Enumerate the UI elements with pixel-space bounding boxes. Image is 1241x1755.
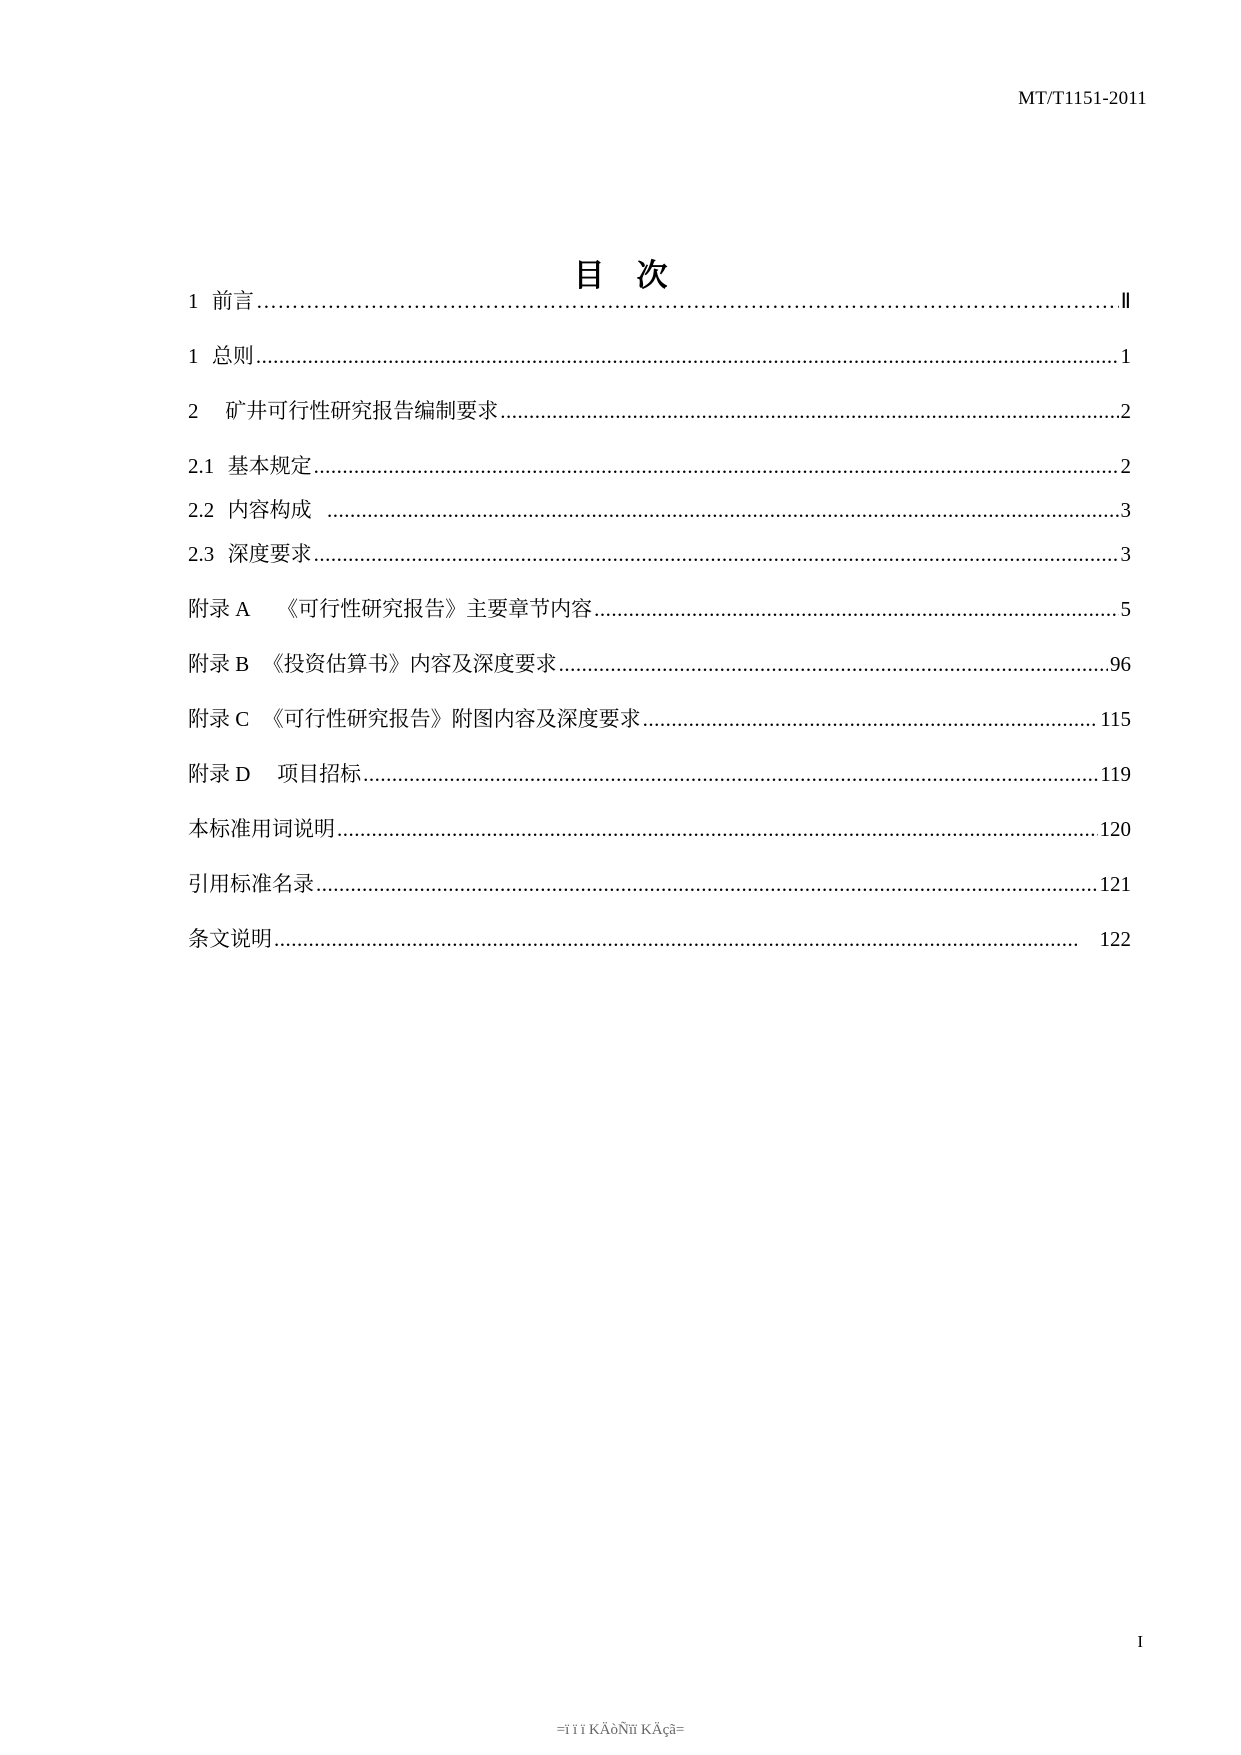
toc-leader	[314, 451, 1119, 481]
toc-entry-title: 引用标准名录	[188, 872, 314, 896]
toc-entry-number: 附录 B	[188, 652, 250, 676]
toc-entry-page: 3	[1120, 498, 1131, 522]
toc-leader	[594, 594, 1118, 624]
toc-entry-title: 矿井可行性研究报告编制要求	[225, 399, 499, 423]
toc-entry-general[interactable]	[188, 341, 1131, 371]
toc-entry-page: 122	[1099, 927, 1131, 951]
toc-leader	[274, 924, 1077, 954]
toc-entry-depth-requirements[interactable]	[188, 539, 1131, 569]
toc-entry-content-structure[interactable]	[188, 495, 1131, 525]
toc-entry-page: 1	[1120, 344, 1131, 368]
toc-leader	[363, 759, 1098, 789]
toc-entry-wording[interactable]	[188, 814, 1131, 844]
toc-entry-preface[interactable]	[188, 286, 1131, 316]
toc-entry-title: 项目招标	[277, 762, 362, 786]
toc-entry-title: 内容构成	[227, 498, 312, 522]
toc-leader	[337, 814, 1098, 844]
toc-leader	[559, 649, 1108, 679]
toc-entry-page: 3	[1120, 542, 1131, 566]
toc-entry-number: 附录 D	[188, 762, 251, 786]
toc-entry-basic-rules[interactable]	[188, 451, 1131, 481]
table-of-contents	[188, 0, 1131, 1100]
toc-entry-title: 深度要求	[227, 542, 312, 566]
toc-entry-title: 《可行性研究报告》主要章节内容	[277, 597, 593, 621]
toc-entry-page: Ⅱ	[1120, 289, 1131, 313]
toc-entry-appendix-d[interactable]	[188, 759, 1131, 789]
toc-entry-title: 《可行性研究报告》附图内容及深度要求	[262, 707, 641, 731]
toc-entry-page: 115	[1100, 707, 1131, 731]
toc-leader	[314, 539, 1119, 569]
toc-entry-title: 基本规定	[227, 454, 312, 478]
toc-leader	[256, 286, 1119, 316]
toc-entry-page: 2	[1120, 454, 1131, 478]
footer-mark: =ï ï ï KÄòÑïï KÄçã=	[556, 1722, 685, 1738]
toc-entry-appendix-a[interactable]	[188, 594, 1131, 624]
toc-leader	[327, 495, 1119, 525]
page-title: 目次	[573, 258, 700, 294]
toc-leader	[316, 869, 1098, 899]
toc-entry-page: 120	[1099, 817, 1131, 841]
toc-entry-page: 96	[1110, 652, 1131, 676]
toc-entry-page: 121	[1099, 872, 1131, 896]
toc-entry-number: 附录 A	[188, 597, 251, 621]
toc-entry-appendix-b[interactable]	[188, 649, 1131, 679]
toc-entry-page: 2	[1120, 399, 1131, 423]
toc-leader	[500, 396, 1118, 426]
toc-entry-title: 条文说明	[188, 927, 272, 951]
toc-leader	[643, 704, 1099, 734]
toc-entry-title: 前言	[211, 289, 254, 313]
toc-entry-explanation[interactable]	[188, 924, 1131, 954]
toc-entry-page: 119	[1100, 762, 1131, 786]
toc-entry-title: 《投资估算书》内容及深度要求	[262, 652, 557, 676]
toc-entry-number: 附录 C	[188, 707, 250, 731]
toc-entry-cited-standards[interactable]	[188, 869, 1131, 899]
toc-entry-appendix-c[interactable]	[188, 704, 1131, 734]
toc-entry-number: 2	[188, 399, 199, 423]
toc-entry-number: 2.3	[188, 542, 215, 566]
toc-leader	[256, 341, 1119, 371]
toc-entry-page: 5	[1120, 597, 1131, 621]
toc-entry-number: 1	[188, 289, 199, 313]
toc-entry-number: 2.2	[188, 498, 215, 522]
toc-entry-number: 1	[188, 344, 199, 368]
page-number: I	[1137, 1632, 1143, 1651]
toc-entry-requirements[interactable]	[188, 396, 1131, 426]
document-code: MT/T1151-2011	[1018, 88, 1147, 109]
toc-entry-number: 2.1	[188, 454, 215, 478]
toc-entry-title: 本标准用词说明	[188, 817, 335, 841]
toc-entry-title: 总则	[211, 344, 254, 368]
